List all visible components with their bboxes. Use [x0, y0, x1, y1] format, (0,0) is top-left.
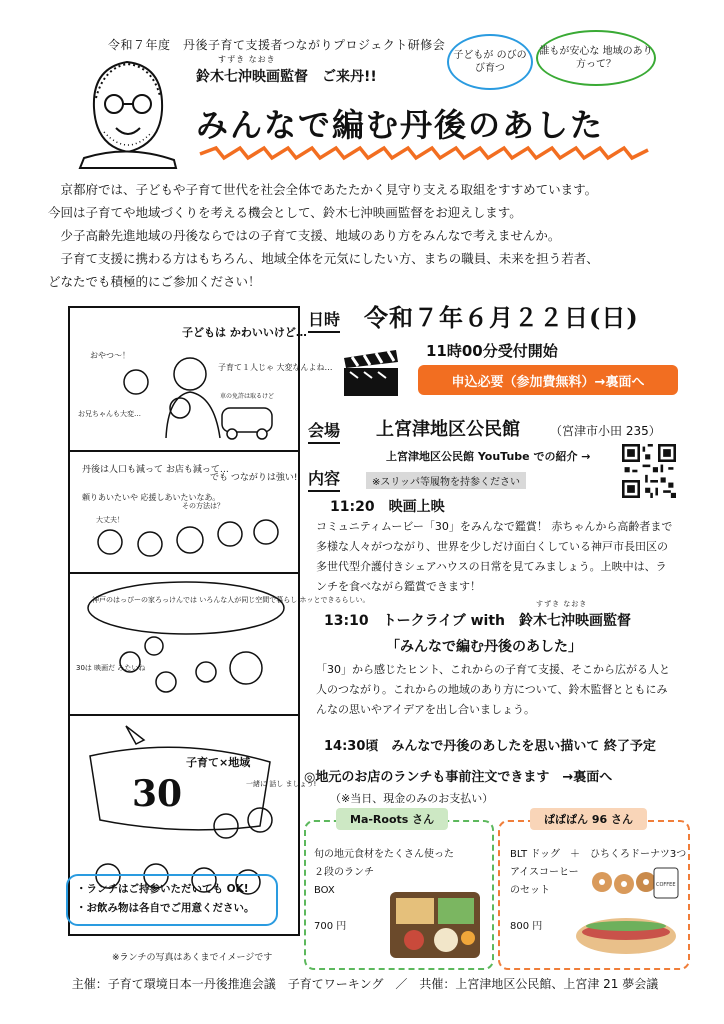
program-item-talk-desc: 「30」から感じたヒント、これからの子育て支援、そこから広がる人と人のつながり。これからの地域のあり方について、鈴木監督とともにみんなの思いやアイデアを出し合いましょう。: [316, 663, 671, 716]
slipper-note: ※スリッパ等履物を持参ください: [366, 472, 526, 489]
lunch-order-line: ◎地元のお店のランチも事前注文できます →裏面へ: [304, 770, 613, 785]
shop-desc-line: 旬の地元食材をたくさん使った: [314, 849, 454, 860]
event-date: 令和７年６月２２日(日): [364, 303, 639, 332]
intro-line: どなたでも積極的にご参加ください！: [48, 274, 261, 289]
comic-panel-2-illustration: [70, 452, 302, 572]
youtube-link-text: 上宮津地区公民館 YouTube での紹介 →: [386, 450, 591, 463]
shop-desc-line: のセット: [510, 885, 550, 896]
director-visit-text: 鈴木七沖映画監督 ご来丹!!: [196, 69, 377, 85]
dog-donut-coffee-photo: [572, 862, 684, 962]
callout-line: ・お飲み物は各自でご用意ください。: [76, 902, 255, 914]
lunch-callout: [66, 874, 278, 926]
speech-bubble-children: 子どもが のびのび育つ: [447, 34, 533, 90]
comic-text: その方法は？: [182, 502, 224, 510]
title-underline-decoration: [196, 142, 652, 164]
director-visit-line: [196, 55, 377, 86]
coffee-cup-label: COFFEE: [656, 882, 676, 888]
main-title: みんなで編む丹後のあした: [196, 106, 605, 144]
comic-text: 子育て×地域: [186, 756, 251, 769]
comic-panel-3-illustration: [70, 574, 370, 714]
comic-text: 一緒に 話し ましょう!: [246, 780, 317, 788]
venue-label: 会場: [308, 418, 340, 444]
director-portrait-illustration: [74, 48, 180, 168]
comic-text: 頼りあいたいや 応援しあいたいなあ。: [82, 493, 221, 502]
reception-time: 11時00分受付開始: [426, 342, 558, 360]
venue-name: 上宮津地区公民館: [376, 419, 520, 440]
intro-line: 子育て支援に携わる方はもちろん、地域全体を元気にしたい方、まちの職員、未来を担う若者、: [48, 251, 599, 266]
comic-text: でも つながりは強い!!: [210, 473, 302, 483]
callout-line: ・ランチはご持参いただいても OK!: [76, 883, 249, 895]
date-label: 日時: [308, 307, 340, 333]
shop-card-ma-roots: [304, 813, 494, 970]
intro-line: 今回は子育てや地域づくりを考える機会として、鈴木七沖映画監督をお迎えします。: [48, 205, 522, 220]
comic-panel-2: [70, 452, 302, 574]
comic-text: 丹後は人口も減って お店も減って…: [82, 465, 229, 475]
intro-line: 少子高齢先進地域の丹後ならではの子育て支援、地域のあり方をみんなで考えませんか。: [48, 228, 561, 243]
intro-text: [48, 178, 688, 293]
shop-card-papapan96: [498, 813, 690, 970]
program-item-talk: [324, 600, 631, 630]
program-item-screening: 11:20 映画上映: [330, 499, 445, 515]
photo-disclaimer: ※ランチの写真はあくまでイメージです: [112, 953, 273, 963]
shop-desc-line: BOX: [314, 885, 335, 896]
director-name-ruby: すずき なおき: [218, 55, 276, 64]
comic-text: 車の免許は取るけど: [220, 393, 275, 400]
content-label: 内容: [308, 466, 340, 492]
program-item-talk-title: 「みんなで編む丹後のあした」: [386, 639, 582, 655]
shop-name-papapan96: ぱぱぱん 96 さん: [530, 808, 647, 830]
shop-desc-line: ２段のランチ: [314, 867, 374, 878]
talk-director-ruby: すずき なおき: [536, 600, 588, 608]
clapperboard-icon: [340, 348, 402, 398]
comic-text: おやつ～！: [90, 351, 130, 360]
lunch-payment-note: （※当日、現金のみのお支払い）: [330, 792, 494, 805]
intro-line: 京都府では、子どもや子育て世代を社会全体であたたかく見守り支える取組をすすめています。: [48, 182, 598, 197]
program-item-screening-desc: コミュニティムービー「30」をみんなで鑑賞！ 赤ちゃんから高齢者まで多様な人々がつながり、世界を少しだけ面白くしている神戸市長田区の多世代型介護付きシェアハウスの日常を見てみましょう。上映中は、ランチを食べながら鑑賞できます！: [316, 520, 673, 593]
comic-text: 大丈夫！: [96, 516, 124, 524]
comic-text: お兄ちゃんも大変…: [78, 410, 141, 418]
lunch-box-photo: [386, 882, 486, 962]
shop-desc-line: BLT ドッグ ＋ ひちくろドーナツ3つ: [510, 849, 687, 860]
qr-code-icon[interactable]: [622, 444, 676, 498]
shop-price: 800 円: [510, 921, 543, 932]
comic-panel-3: [70, 574, 370, 716]
shop-name-ma-roots: Ma-Roots さん: [336, 808, 448, 830]
comic-text: 30: [132, 773, 183, 815]
comic-text: 子育て１人じゃ 大変なんよね…: [218, 363, 333, 372]
shop-price: 700 円: [314, 921, 347, 932]
comic-text: 30は 映画だ みたいね: [76, 664, 146, 672]
comic-text: 神戸のはっぴーの家ろっけんでは いろんな人が同じ空間で暮らし ホッとできるらしい。: [92, 596, 370, 604]
organizer-footer: 主催：子育て環境日本一丹後推進会議 子育てワーキング ／ 共催：上宮津地区公民館、上宮津 21 夢会議: [71, 977, 659, 991]
event-series-title: 令和７年度 丹後子育て支援者つながりプロジェクト研修会: [108, 38, 446, 52]
shop-desc-line: アイスコーヒー: [510, 867, 579, 878]
comic-text: 子どもは かわいいけど…: [182, 326, 307, 339]
speech-bubble-community: 誰もが安心な 地域のあり方って？: [536, 30, 656, 86]
venue-address: （宮津市小田 235）: [550, 424, 661, 438]
apply-required-banner: 申込必要（参加費無料）→裏面へ: [418, 365, 678, 395]
program-item-closing: 14:30頃 みんなで丹後のあしたを思い描いて 終了予定: [324, 739, 656, 754]
program-item-talk-time: 13:10 トークライブ with 鈴木七沖映画監督: [324, 613, 631, 629]
